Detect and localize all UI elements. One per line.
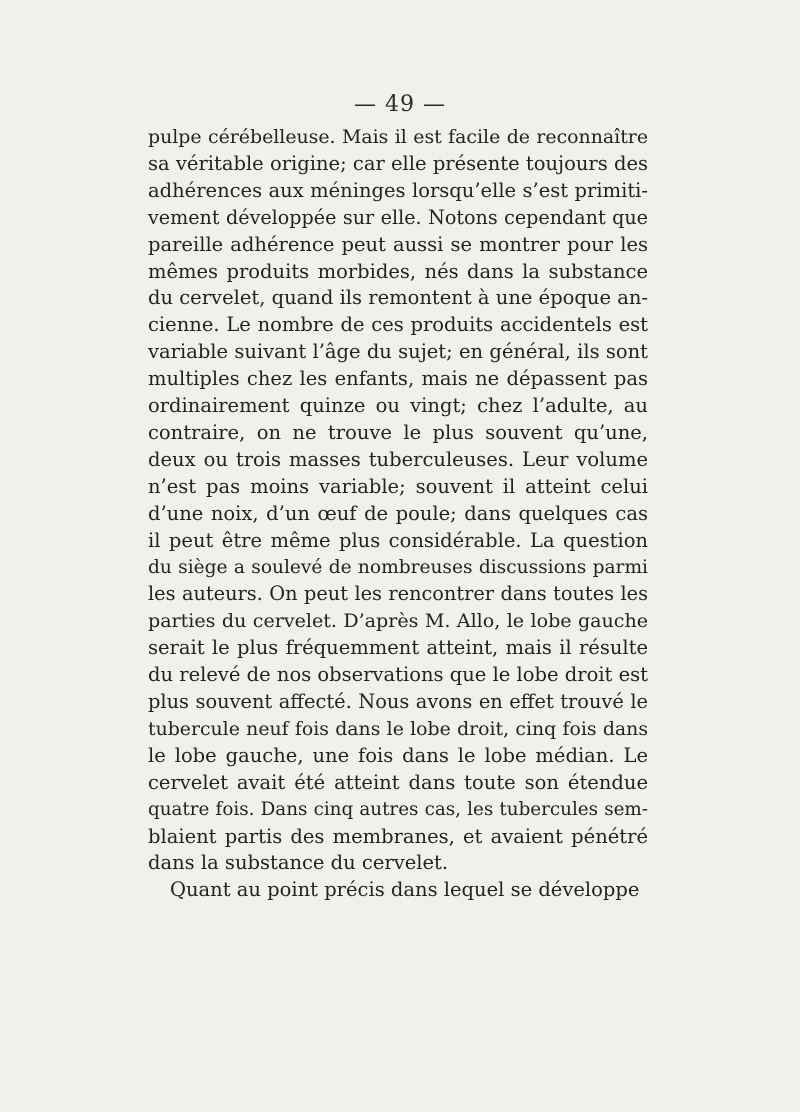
text-line: deux ou trois masses tuberculeuses. Leur volume: [148, 447, 648, 471]
text-line: dans la substance du cervelet.: [148, 851, 449, 875]
text-line: du cervelet, quand ils remontent à une époque an-: [148, 286, 648, 310]
text-line: serait le plus fréquemment atteint, mais il résulte: [148, 636, 648, 660]
text-line: cervelet avait été atteint dans toute son étendue: [148, 770, 648, 794]
text-line: blaient partis des membranes, et avaient pénétré: [148, 824, 648, 848]
text-line: cienne. Le nombre de ces produits accidentels est: [148, 313, 648, 337]
body-text: [148, 124, 648, 904]
text-line: les auteurs. On peut les rencontrer dans toutes les: [148, 582, 648, 606]
text-line: ordinairement quinze ou vingt; chez l’adulte, au: [148, 394, 648, 418]
text-line: pulpe cérébelleuse. Mais il est facile de reconnaître: [148, 126, 648, 148]
text-line: multiples chez les enfants, mais ne dépassent pas: [148, 367, 648, 391]
text-line: sa véritable origine; car elle présente toujours des: [148, 151, 648, 175]
text-line: parties du cervelet. D’après M. Allo, le lobe gauche: [148, 610, 648, 633]
text-line: du relevé de nos observations que le lobe droit est: [148, 663, 648, 687]
page-number: — 49 —: [354, 92, 446, 117]
text-line: d’une noix, d’un œuf de poule; dans quelques cas: [148, 501, 648, 525]
text-line: adhérences aux méninges lorsqu’elle s’est primiti-: [148, 178, 648, 202]
text-line: plus souvent affecté. Nous avons en effet trouvé le: [148, 690, 648, 714]
text-line: pareille adhérence peut aussi se montrer pour les: [148, 232, 648, 256]
text-line: il peut être même plus considérable. La question: [148, 528, 648, 552]
text-line: tubercule neuf fois dans le lobe droit, cinq fois dans: [148, 717, 648, 740]
text-line: contraire, on ne trouve le plus souvent qu’une,: [148, 420, 648, 444]
text-line: n’est pas moins variable; souvent il atteint celui: [148, 474, 648, 498]
text-line: vement développée sur elle. Notons cependant que: [148, 205, 648, 229]
text-line: du siège a soulevé de nombreuses discussions parmi: [148, 556, 648, 578]
text-line: quatre fois. Dans cinq autres cas, les tubercules sem-: [148, 798, 648, 820]
text-line: mêmes produits morbides, nés dans la substance: [148, 259, 648, 283]
text-line: variable suivant l’âge du sujet; en général, ils sont: [148, 340, 648, 364]
text-line: le lobe gauche, une fois dans le lobe médian. Le: [148, 743, 648, 767]
text-line: Quant au point précis dans lequel se développe: [170, 878, 640, 902]
